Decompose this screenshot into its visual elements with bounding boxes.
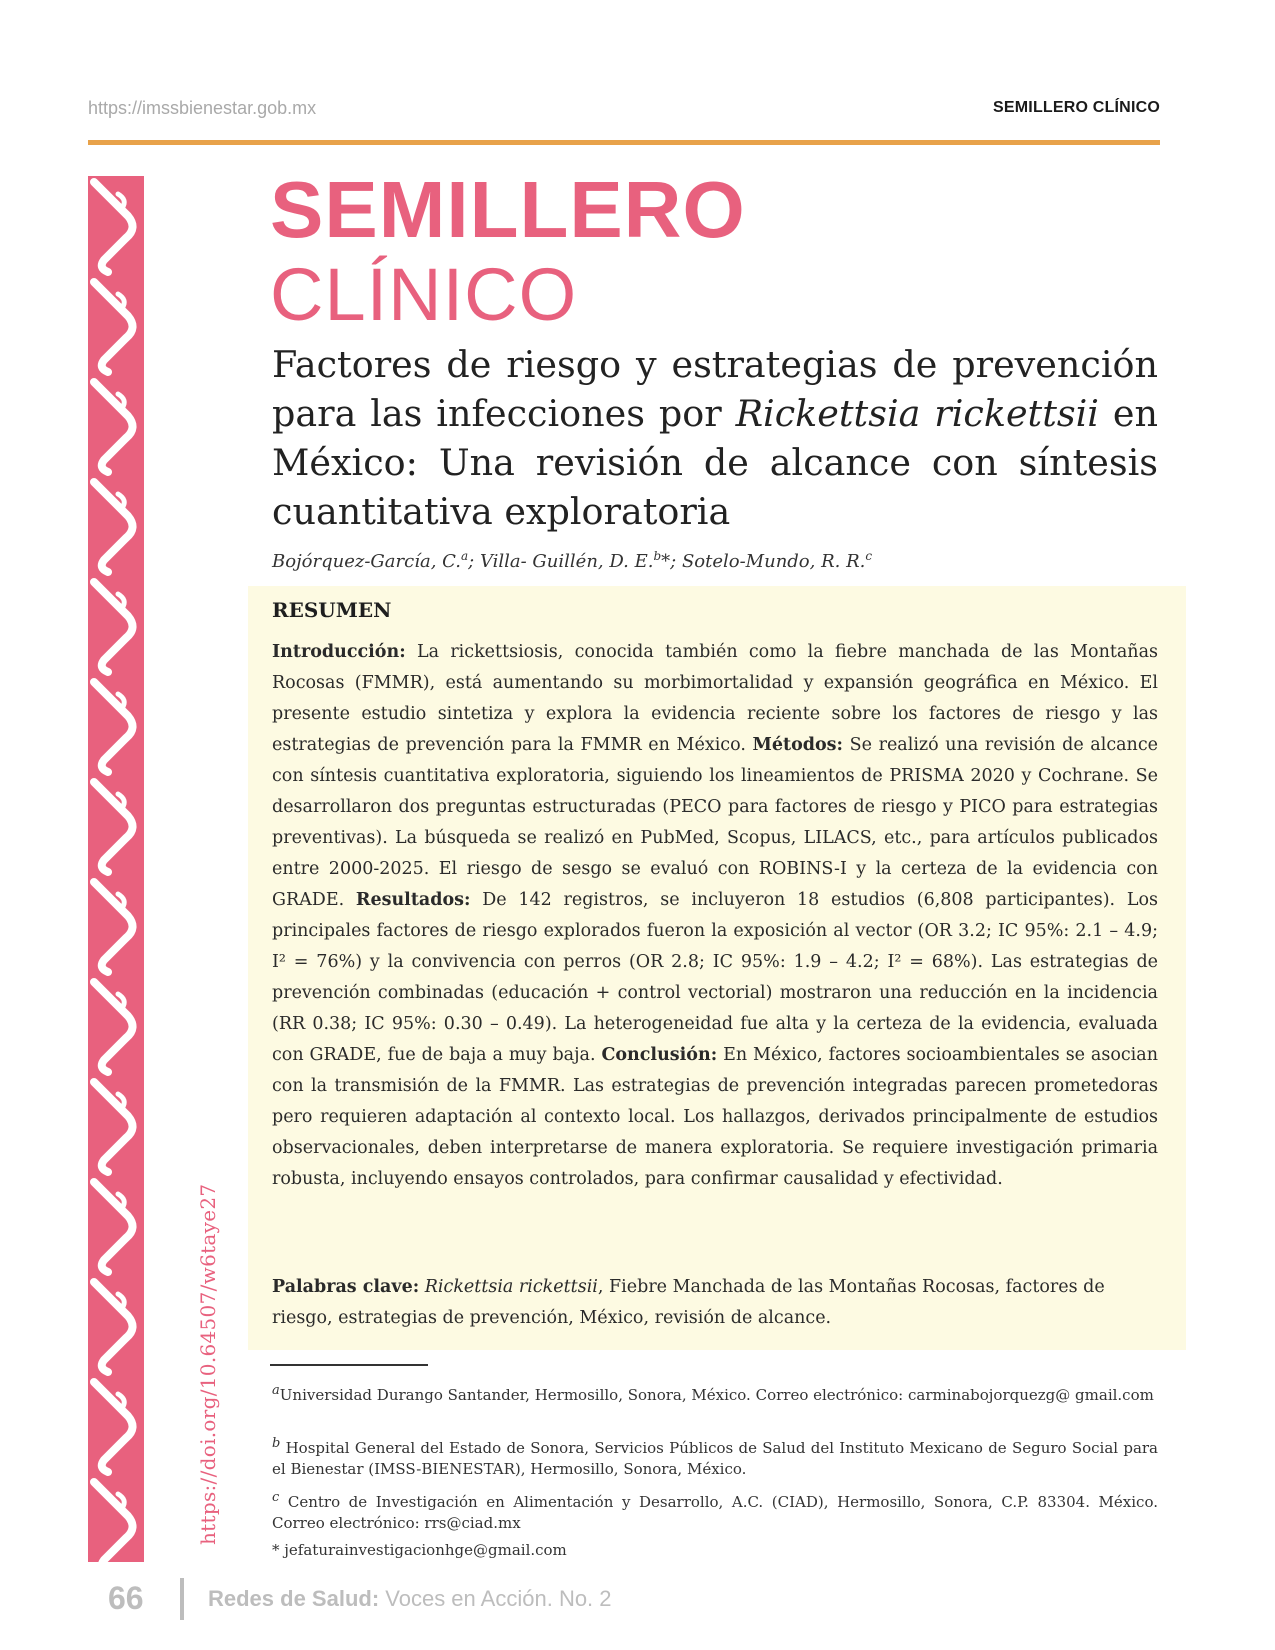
band-motif-stroke <box>94 1382 133 1472</box>
journal-name-bold: Redes de Salud: <box>208 1586 380 1611</box>
header-url[interactable]: https://imssbienestar.gob.mx <box>88 98 317 118</box>
section-title-line1: SEMILLERO <box>270 165 746 254</box>
footnote-c-text: Centro de Investigación en Alimentación y Desarrollo, A.C. (CIAD), Hermosillo, Sonora, C.P. 83304. México. Correo electrónico: rrs@ciad.mx <box>272 1493 1158 1532</box>
band-motif-stroke <box>94 282 133 372</box>
abstract-body <box>272 637 1158 1195</box>
band-motif-stroke <box>94 1482 133 1562</box>
band-motif-stroke <box>94 1182 133 1272</box>
author-1: Bojórquez-García, C. <box>272 551 461 572</box>
keywords-species: Rickettsia rickettsii <box>424 1277 598 1297</box>
doi-link[interactable]: https://doi.org/10.64507/w6taye27 <box>196 1183 220 1545</box>
author-3: *; Sotelo-Mundo, R. R. <box>661 551 866 572</box>
author-2: ; Villa- Guillén, D. E. <box>468 551 654 572</box>
results-text: De 142 registros, se incluyeron 18 estudios (6,808 participantes). Los principales factores de riesgo explorados fueron la exposición al vector (OR 3.2; IC 95%: 2.1 – 4.9; I² = 76%) y la convivencia con perros (OR 2.8; IC 95%: 1.9 – 4.2; I² = 68%). Las estrategias de prevención combinadas (educación + control vectorial) mostraron una reducción en la incidencia (RR 0.38; IC 95%: 0.30 – 0.49). La heterogeneidad fue alta y la certeza de la evidencia, evaluada con GRADE, fue de baja a muy baja. <box>272 890 1158 1065</box>
keywords-text: , Fiebre Manchada de las Montañas Rocosas, factores de riesgo, estrategias de prevención, México, revisión de alcance. <box>272 1277 1105 1328</box>
article-title-part2: en México: Una revisión de alcance con síntesis cuantitativa exploratoria <box>272 392 1158 533</box>
header-divider <box>88 140 1160 145</box>
decorative-side-pattern <box>88 176 144 1562</box>
footnote-b-mark: b <box>272 1436 281 1451</box>
methods-label: Métodos: <box>752 735 843 755</box>
author-2-affiliation: b <box>653 549 662 563</box>
band-motif-stroke <box>94 582 133 672</box>
author-1-affiliation: a <box>461 549 469 563</box>
abstract-heading: RESUMEN <box>272 598 392 622</box>
band-motif-stroke <box>94 882 133 972</box>
author-3-affiliation: c <box>865 549 873 563</box>
journal-name <box>208 1586 612 1612</box>
footnote-c <box>272 1487 1158 1534</box>
footnote-a-mark: a <box>272 1383 280 1398</box>
article-title <box>272 340 1158 536</box>
article-title-part1: Factores de riesgo y estrategias de prevención para las infecciones por <box>272 343 1158 435</box>
band-motif-stroke <box>94 1282 133 1372</box>
footer-separator <box>180 1578 184 1620</box>
band-motif-stroke <box>94 382 133 472</box>
footnote-divider <box>270 1364 428 1366</box>
band-motif-stroke <box>94 982 133 1072</box>
footnote-a <box>272 1380 1158 1406</box>
footnote-b-text: Hospital General del Estado de Sonora, Servicios Públicos de Salud del Instituto Mexicano de Seguro Social para el Bienestar (IMSS-BIENESTAR), Hermosillo, Sonora, México. <box>272 1439 1158 1478</box>
results-label: Resultados: <box>355 890 471 910</box>
band-motif-stroke <box>94 1082 133 1172</box>
page-number: 66 <box>108 1580 144 1616</box>
keywords-label: Palabras clave: <box>272 1277 420 1297</box>
conclusion-text: En México, factores socioambientales se asocian con la transmisión de la FMMR. Las estrategias de prevención integradas parecen prometedoras pero requieren adaptación al contexto local. Los hallazgos, derivados principalmente de estudios observacionales, deben interpretarse de manera exploratoria. Se requiere investigación primaria robusta, incluyendo ensayos controlados, para confirmar causalidad y efectividad. <box>272 1045 1158 1189</box>
section-title-line2: CLÍNICO <box>270 253 578 336</box>
band-motif-stroke <box>94 682 133 772</box>
journal-name-rest: Voces en Acción. No. 2 <box>379 1586 612 1611</box>
author-list <box>272 549 872 572</box>
footnote-a-text: Universidad Durango Santander, Hermosillo, Sonora, México. Correo electrónico: carminabojorquezg@ gmail.com <box>279 1386 1154 1404</box>
intro-label: Introducción: <box>272 642 406 662</box>
conclusion-label: Conclusión: <box>601 1045 718 1065</box>
footnote-c-mark: c <box>272 1490 280 1505</box>
band-motif-stroke <box>94 782 133 872</box>
header-section-label: SEMILLERO CLÍNICO <box>993 99 1160 116</box>
keywords <box>272 1272 1158 1334</box>
band-motif-stroke <box>94 182 133 272</box>
footnote-b <box>272 1433 1158 1480</box>
article-title-species: Rickettsia rickettsii <box>735 392 1099 435</box>
intro-text: La rickettsiosis, conocida también como la fiebre manchada de las Montañas Rocosas (FMMR), está aumentando su morbimortalidad y expansión geográfica en México. El presente estudio sintetiza y explora la evidencia reciente sobre los factores de riesgo y las estrategias de prevención para la FMMR en México. <box>272 642 1158 755</box>
footnote-star: * jefaturainvestigacionhge@gmail.com <box>272 1541 567 1559</box>
methods-text: Se realizó una revisión de alcance con síntesis cuantitativa exploratoria, siguiendo los lineamientos de PRISMA 2020 y Cochrane. Se desarrollaron dos preguntas estructuradas (PECO para factores de riesgo y PICO para estrategias preventivas). La búsqueda se realizó en PubMed, Scopus, LILACS, etc., para artículos publicados entre 2000-2025. El riesgo de sesgo se evaluó con ROBINS-I y la certeza de la evidencia con GRADE. <box>272 735 1158 910</box>
band-motif-stroke <box>94 482 133 572</box>
